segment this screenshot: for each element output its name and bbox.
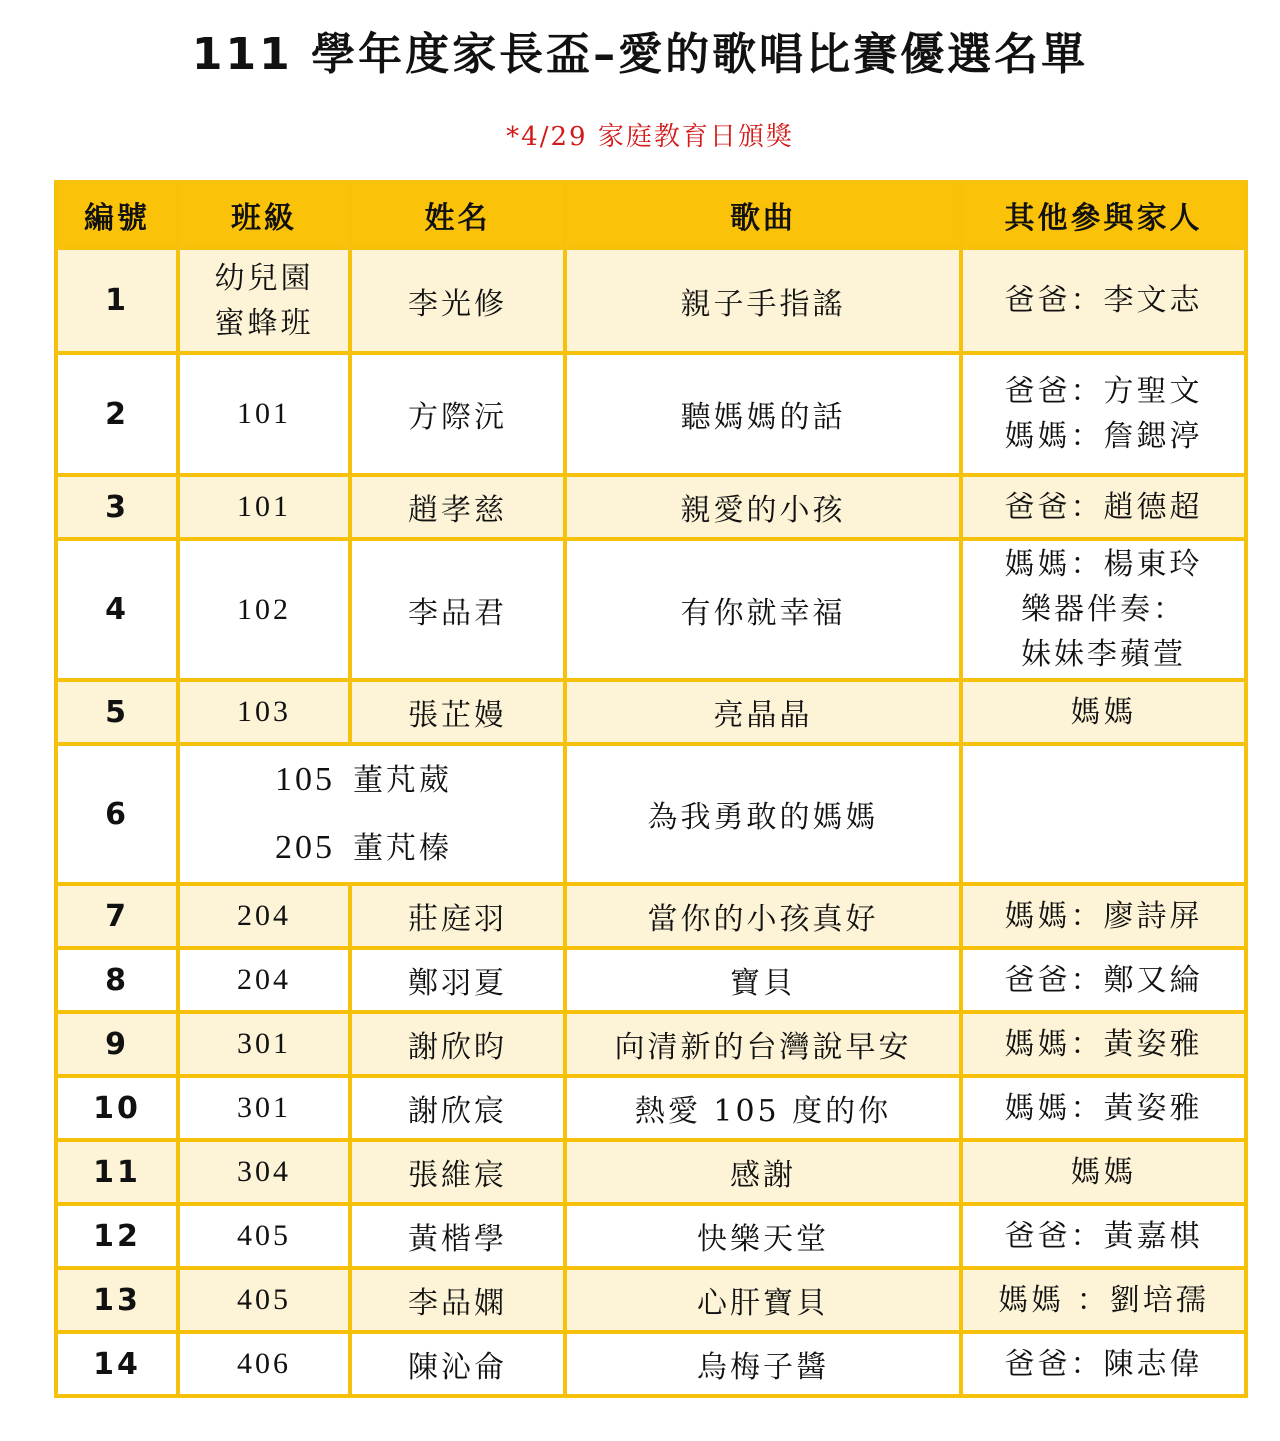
entry-class: 105 — [275, 761, 335, 798]
table-row — [56, 1140, 1246, 1204]
cell-name: 張維宸 — [350, 1140, 565, 1204]
family-member: 爸爸：李文志 — [1004, 283, 1203, 318]
cell-song: 寶貝 — [565, 948, 961, 1012]
cell-name: 莊庭羽 — [350, 884, 565, 948]
table-row — [56, 884, 1246, 948]
cell-number: 7 — [56, 884, 178, 948]
cell-family — [961, 1076, 1246, 1140]
cell-class: 405 — [178, 1204, 350, 1268]
table-row — [56, 1332, 1246, 1396]
family-member: 媽媽 — [1070, 694, 1137, 730]
cell-name: 李品嫻 — [350, 1268, 565, 1332]
cell-class: 204 — [178, 884, 350, 948]
table-body — [56, 248, 1246, 1396]
cell-family — [961, 1204, 1246, 1268]
cell-name: 謝欣昀 — [350, 1012, 565, 1076]
cell-number: 4 — [56, 539, 178, 680]
cell-family — [961, 884, 1246, 948]
cell-song: 向清新的台灣說早安 — [565, 1012, 961, 1076]
cell-song: 親愛的小孩 — [565, 475, 961, 539]
cell-number: 13 — [56, 1268, 178, 1332]
family-member: 爸爸：方聖文 — [1004, 374, 1203, 409]
cell-class: 301 — [178, 1076, 350, 1140]
cell-class: 406 — [178, 1332, 350, 1396]
family-member: 媽媽 — [1070, 1154, 1137, 1190]
cell-song: 心肝寶貝 — [565, 1268, 961, 1332]
cell-name: 張芷嫚 — [350, 680, 565, 744]
entry-name: 董芃葳 — [353, 763, 452, 798]
cell-family — [961, 1012, 1246, 1076]
award-table — [54, 180, 1248, 1398]
entry-name: 董芃榛 — [353, 831, 452, 866]
header-number: 編號 — [56, 182, 178, 248]
cell-name: 鄭羽夏 — [350, 948, 565, 1012]
cell-song: 感謝 — [565, 1140, 961, 1204]
cell-class: 204 — [178, 948, 350, 1012]
family-member: 爸爸：陳志偉 — [1004, 1346, 1203, 1382]
cell-song: 為我勇敢的媽媽 — [565, 744, 961, 884]
cell-number: 8 — [56, 948, 178, 1012]
table-row — [56, 680, 1246, 744]
cell-name: 黃楷學 — [350, 1204, 565, 1268]
header-class: 班級 — [178, 182, 350, 248]
cell-class: 301 — [178, 1012, 350, 1076]
cell-class: 101 — [178, 353, 350, 475]
cell-family — [961, 744, 1246, 884]
family-member: 媽媽：廖詩屏 — [1004, 898, 1203, 934]
cell-class: 103 — [178, 680, 350, 744]
family-member: 樂器伴奏： — [1021, 592, 1186, 627]
cell-family — [961, 1140, 1246, 1204]
cell-class — [178, 248, 350, 353]
cell-family — [961, 948, 1246, 1012]
award-note: *4/29 家庭教育日頒獎 — [506, 122, 794, 152]
cell-class: 304 — [178, 1140, 350, 1204]
table-row — [56, 948, 1246, 1012]
entry-class: 205 — [275, 829, 335, 866]
merged-entry — [180, 814, 563, 882]
cell-name: 方際沅 — [350, 353, 565, 475]
cell-name: 謝欣宸 — [350, 1076, 565, 1140]
table-row — [56, 744, 1246, 884]
cell-family — [961, 475, 1246, 539]
cell-name: 趙孝慈 — [350, 475, 565, 539]
page-title: 111 學年度家長盃–愛的歌唱比賽優選名單 — [191, 29, 1089, 80]
header-name: 姓名 — [350, 182, 565, 248]
family-member: 媽媽：楊東玲 — [1004, 547, 1203, 582]
cell-number: 9 — [56, 1012, 178, 1076]
cell-class: 102 — [178, 539, 350, 680]
cell-number: 12 — [56, 1204, 178, 1268]
family-member: 妹妹李蘋萱 — [1021, 637, 1186, 672]
cell-song: 親子手指謠 — [565, 248, 961, 353]
family-member: 媽媽：黃姿雅 — [1004, 1026, 1203, 1062]
cell-family — [961, 539, 1246, 680]
table-row — [56, 1204, 1246, 1268]
family-member: 爸爸：鄭又綸 — [1004, 962, 1203, 998]
cell-number: 14 — [56, 1332, 178, 1396]
header-song: 歌曲 — [565, 182, 961, 248]
cell-class: 101 — [178, 475, 350, 539]
cell-class: 405 — [178, 1268, 350, 1332]
cell-song: 有你就幸福 — [565, 539, 961, 680]
cell-song: 熱愛 105 度的你 — [565, 1076, 961, 1140]
cell-family — [961, 1268, 1246, 1332]
table-row — [56, 248, 1246, 353]
family-member: 媽媽：詹鍶渟 — [1004, 419, 1203, 454]
cell-class-name-merged — [178, 744, 565, 884]
cell-name: 李品君 — [350, 539, 565, 680]
cell-number: 2 — [56, 353, 178, 475]
family-member: 爸爸：黃嘉棋 — [1004, 1218, 1203, 1254]
cell-number: 3 — [56, 475, 178, 539]
cell-number: 10 — [56, 1076, 178, 1140]
cell-family — [961, 353, 1246, 475]
merged-entry — [180, 746, 563, 814]
cell-song: 當你的小孩真好 — [565, 884, 961, 948]
family-member: 爸爸：趙德超 — [1004, 489, 1203, 525]
class-line: 幼兒園 — [214, 260, 314, 296]
table-row — [56, 1076, 1246, 1140]
cell-song: 聽媽媽的話 — [565, 353, 961, 475]
header-family: 其他參與家人 — [961, 182, 1246, 248]
table-row — [56, 475, 1246, 539]
table-row — [56, 353, 1246, 475]
table-row — [56, 1012, 1246, 1076]
cell-song: 快樂天堂 — [565, 1204, 961, 1268]
cell-family — [961, 1332, 1246, 1396]
class-line: 蜜蜂班 — [214, 305, 314, 341]
cell-number: 5 — [56, 680, 178, 744]
cell-song: 烏梅子醬 — [565, 1332, 961, 1396]
cell-family — [961, 248, 1246, 353]
cell-family — [961, 680, 1246, 744]
table-header-row — [56, 182, 1246, 248]
cell-name: 李光修 — [350, 248, 565, 353]
cell-song: 亮晶晶 — [565, 680, 961, 744]
table-row — [56, 539, 1246, 680]
cell-number: 6 — [56, 744, 178, 884]
family-member: 媽媽：黃姿雅 — [1004, 1090, 1203, 1126]
cell-number: 11 — [56, 1140, 178, 1204]
cell-name: 陳沁侖 — [350, 1332, 565, 1396]
table-row — [56, 1268, 1246, 1332]
family-member: 媽媽 ：劉培孺 — [998, 1282, 1209, 1318]
cell-number: 1 — [56, 248, 178, 353]
